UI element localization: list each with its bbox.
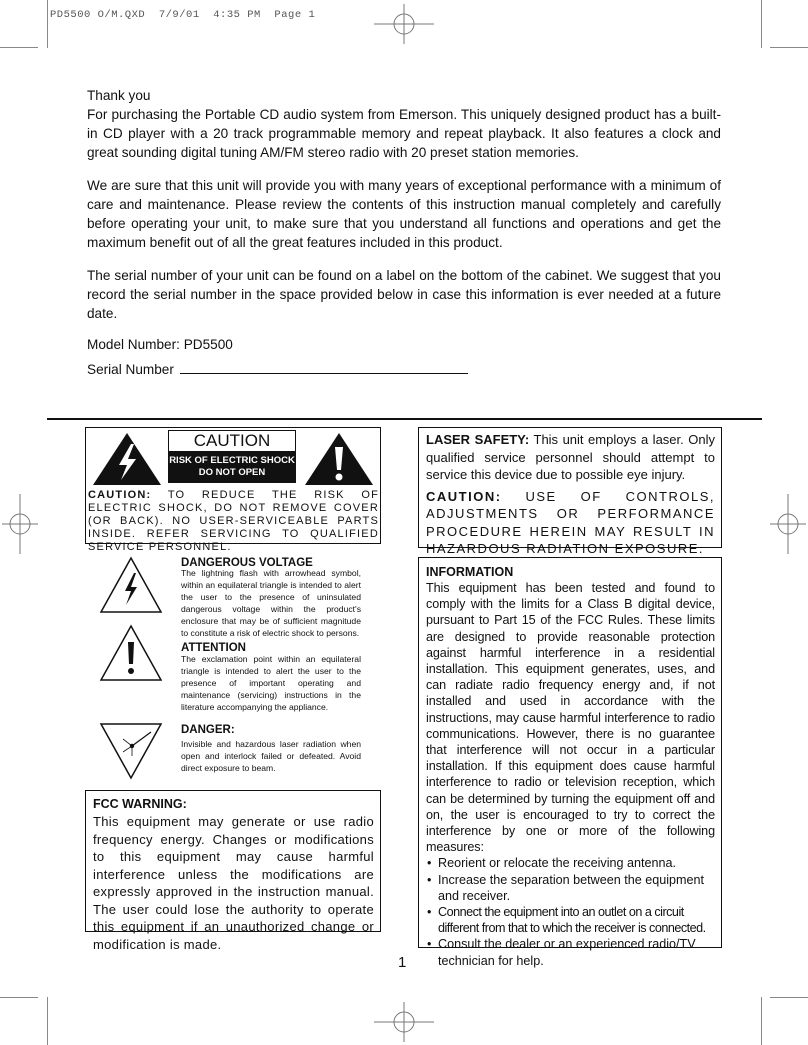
fcc-warning-box <box>85 790 381 952</box>
dangerous-voltage-symbol-icon <box>99 556 163 614</box>
model-number-value: PD5500 <box>183 337 233 352</box>
measures-list <box>426 855 715 968</box>
shock-warning-line-1: RISK OF ELECTRIC SHOCK <box>169 455 295 466</box>
registration-mark-top-icon <box>374 4 434 44</box>
fcc-warning-text: This equipment may generate or use radio frequency energy. Changes or modifications to this equipment may cause harmful interference unless the modifications are expressly approved in the instruction manual. The user could lose the authority to operate this equipment if an unauthorized change or modification is made. <box>93 814 374 952</box>
information-heading: INFORMATION <box>426 565 514 579</box>
exclamation-triangle-icon <box>304 432 374 486</box>
serial-number-blank <box>180 362 468 374</box>
information-text: This equipment has been tested and found to comply with the limits for a Class B digital device, pursuant to Part 15 of the FCC Rules. These limits are designed to provide reasonable protection against harmful interference in a residential installation. This equipment generates, uses, and can radiate radio frequency energy and, if not installed and used in accordance with the instructions, may cause harmful interference to radio communications. However, there is no guarantee that interference will not occur in a particular installation. If this equipment does cause harmful interference to radio or television reception, which can be determined by turning the equipment off and on, the user is encouraged to try to correct the interference by one or more of the following measures: <box>426 581 715 855</box>
caution-title: CAUTION <box>168 430 296 452</box>
crop-mark-top-right-h <box>770 47 808 48</box>
crop-mark-top-left-v <box>47 0 48 48</box>
crop-mark-bottom-left-h <box>0 997 38 998</box>
attention-text: The exclamation point within an equilateral triangle is intended to alert the user to the presence of important operating and maintenance (servicing) instructions in the literature accompanying the appliance. <box>181 654 361 712</box>
registration-mark-right-icon <box>770 494 806 554</box>
attention-symbol-icon <box>99 624 163 682</box>
registration-mark-left-icon <box>2 494 38 554</box>
intro-paragraph-2: We are sure that this unit will provide you with many years of exceptional performance with a minimum of care and maintenance. Please review the contents of this instruction manual completely and carefully before operating your unit, to make sure that you understand all functions and operations and get the maximum benefit out of all the great features included in this product. <box>87 178 721 250</box>
dangerous-voltage-heading: DANGEROUS VOLTAGE <box>181 557 313 569</box>
model-number-label: Model Number: <box>87 337 180 352</box>
list-item: • Consult the dealer or an experienced radio/TV technician for help. <box>426 936 715 968</box>
crop-mark-bottom-right-v <box>761 997 762 1045</box>
danger-text: Invisible and hazardous laser radiation when open and interlock failed or defeated. Avoid direct exposure to beam. <box>181 739 361 773</box>
list-item: • Connect the equipment into an outlet on a circuit different from that to which the receiver is connected. <box>426 904 715 936</box>
laser-safety-box <box>418 427 722 556</box>
laser-caution-text: USE OF CONTROLS, ADJUSTMENTS OR PERFORMANCE PROCEDURE HEREIN MAY RESULT IN HAZARDOUS RADIATION EXPOSURE. <box>426 488 715 556</box>
information-box <box>418 557 722 968</box>
caution-statement <box>88 489 379 554</box>
fcc-warning-heading: FCC WARNING: <box>93 797 187 811</box>
laser-safety-label: LASER SAFETY: <box>426 432 530 447</box>
intro-paragraph-1: For purchasing the Portable CD audio system from Emerson. This uniquely designed product has a built-in CD player with a 20 track programmable memory and repeat playback. It also features a clock and great sounding digital tuning AM/FM stereo radio with 20 preset station memories. <box>87 107 721 160</box>
model-number-line <box>87 335 721 354</box>
crop-mark-bottom-left-v <box>47 997 48 1045</box>
intro-greeting: Thank you <box>87 88 151 103</box>
intro-paragraph-3: The serial number of your unit can be found on a label on the bottom of the cabinet. We suggest that you record the serial number in the space provided below in case this information is ever needed at a future date. <box>87 268 721 321</box>
laser-caution-statement <box>426 488 715 558</box>
laser-safety-text: This unit employs a laser. Only qualified service personnel should attempt to service this device due to possible eye injury. <box>426 432 715 482</box>
list-item: • Increase the separation between the equipment and receiver. <box>426 872 715 904</box>
attention-heading: ATTENTION <box>181 642 246 654</box>
caution-statement-label: CAUTION: <box>88 489 152 501</box>
registration-mark-bottom-icon <box>374 1002 434 1042</box>
dangerous-voltage-text: The lightning flash with arrowhead symbol, within an equilateral triangle is intended to alert the user to the presence of uninsulated dangerous voltage within the product's enclosure that may be of sufficient magnitude to constitute a risk of electric shock to persons. <box>181 568 361 638</box>
shock-warning-panel <box>168 452 296 483</box>
serial-number-line <box>87 360 721 379</box>
laser-caution-label: CAUTION: <box>426 488 502 504</box>
lightning-triangle-icon <box>92 432 162 486</box>
laser-safety-statement <box>426 431 715 484</box>
crop-mark-top-right-v <box>761 0 762 48</box>
laser-radiation-symbol-icon <box>99 722 163 780</box>
shock-warning-line-2: DO NOT OPEN <box>198 467 266 478</box>
crop-mark-top-left-h <box>0 47 38 48</box>
list-item: • Reorient or relocate the receiving antenna. <box>426 855 715 871</box>
section-divider <box>47 418 762 420</box>
page-number: 1 <box>398 954 407 971</box>
caution-statement-text: TO REDUCE THE RISK OF ELECTRIC SHOCK, DO NOT REMOVE COVER (OR BACK). NO USER-SERVICEABLE PARTS INSIDE. REFER SERVICING TO QUALIFIED SERVICE PERSONNEL. <box>88 489 380 553</box>
file-slug-line: PD5500 O/M.QXD 7/9/01 4:35 PM Page 1 <box>50 9 316 21</box>
serial-number-label: Serial Number <box>87 362 174 377</box>
intro-section <box>87 86 721 379</box>
crop-mark-bottom-right-h <box>770 997 808 998</box>
danger-heading: DANGER: <box>181 724 235 736</box>
